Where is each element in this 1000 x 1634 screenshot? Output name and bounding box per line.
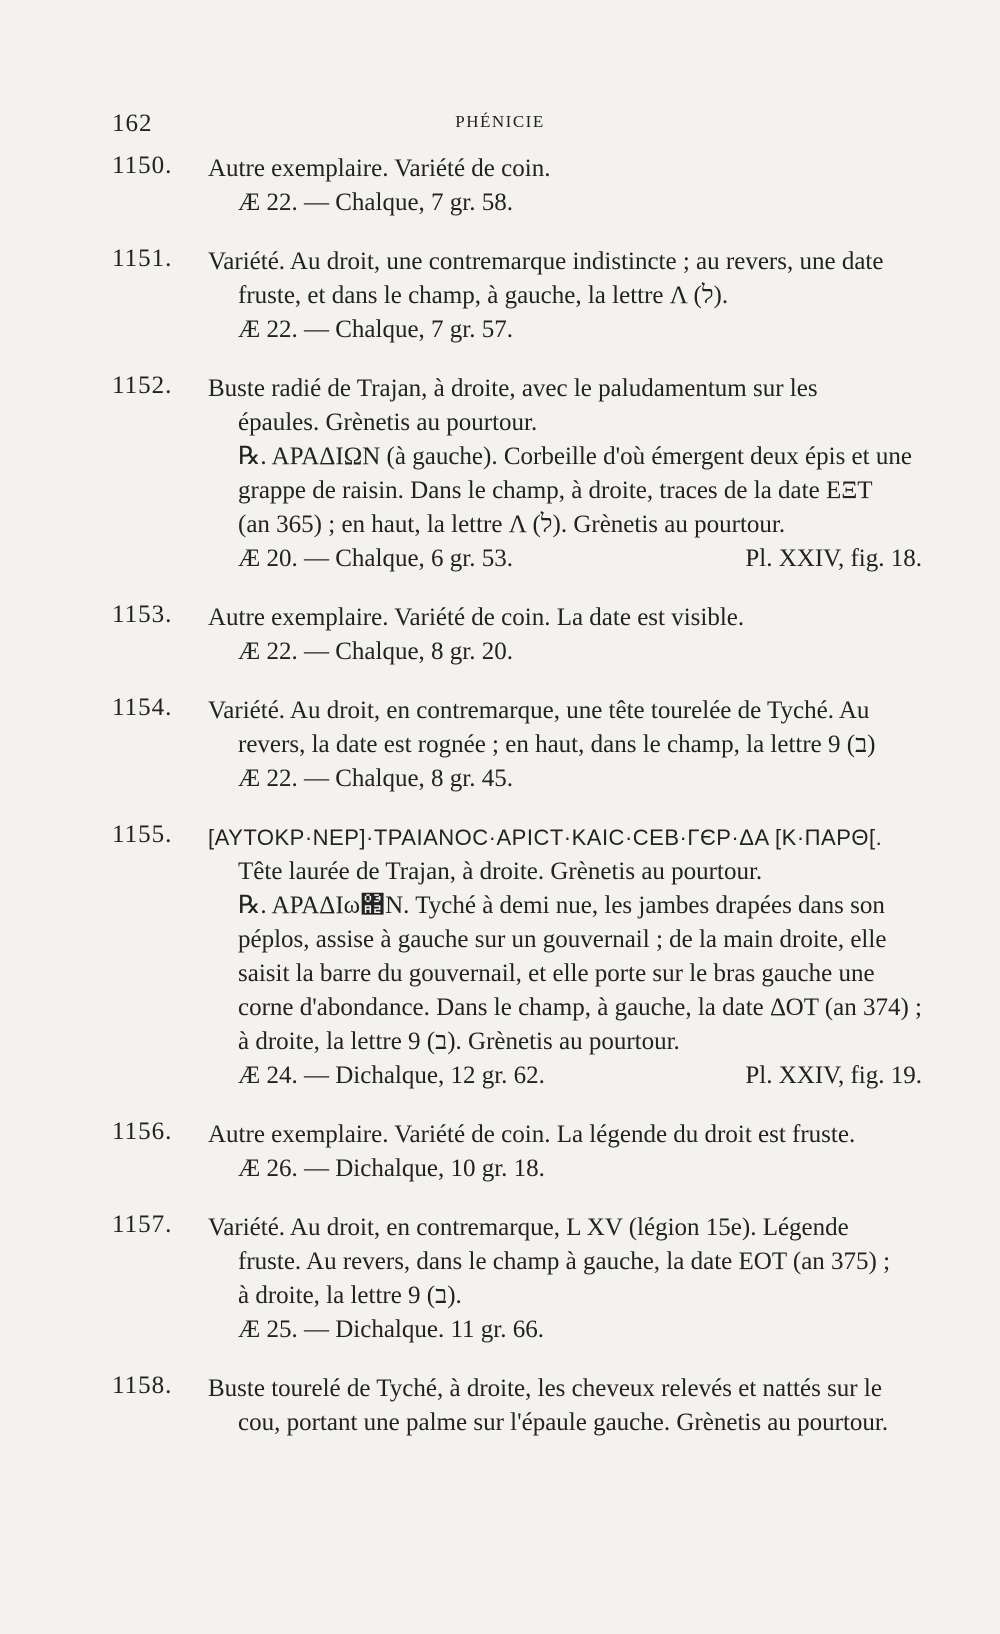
running-title: PHÉNICIE xyxy=(455,112,545,131)
entry-line: revers, la date est rognée ; en haut, dans le champ, la lettre 9 (ב) xyxy=(238,731,876,758)
entry-line: Autre exemplaire. Variété de coin. xyxy=(208,155,551,182)
entry-line: Buste tourelé de Tyché, à droite, les cheveux relevés et nattés sur le xyxy=(208,1375,882,1402)
entry-line: corne d'abondance. Dans le champ, à gauche, la date ΔΟΤ (an 374) ; xyxy=(238,994,922,1021)
entry-line: cou, portant une palme sur l'épaule gauche. Grènetis au pourtour. xyxy=(238,1409,889,1436)
entry-line: fruste. Au revers, dans le champ à gauche, la date ΕΟΤ (an 375) ; xyxy=(238,1248,891,1275)
plate-reference: Pl. XXIV, fig. 18. xyxy=(745,545,922,572)
entry-number: 1156. xyxy=(112,1118,173,1145)
catalogue-entry xyxy=(112,245,922,347)
entry-line: Æ 22. — Chalque, 8 gr. 20. xyxy=(238,638,513,665)
entry-number: 1153. xyxy=(112,601,173,628)
entry-line: Variété. Au droit, une contremarque indistincte ; au revers, une date xyxy=(208,248,884,275)
entry-number: 1158. xyxy=(112,1372,173,1399)
entry-reference-line xyxy=(208,542,922,576)
metal-weight: Æ 24. — Dichalque, 12 gr. 62. xyxy=(238,1062,545,1089)
entry-line: Æ 26. — Dichalque, 10 gr. 18. xyxy=(238,1155,545,1182)
entry-line: (an 365) ; en haut, la lettre Λ (ﬥ). Grènetis au pourtour. xyxy=(238,511,786,538)
catalogue-entry xyxy=(112,821,922,1093)
catalogue-entry xyxy=(112,372,922,576)
entry-line: grappe de raisin. Dans le champ, à droite, traces de la date ΕΞΤ xyxy=(238,477,873,504)
entry-number: 1157. xyxy=(112,1211,173,1238)
entry-line: Æ 22. — Chalque, 7 gr. 58. xyxy=(238,189,513,216)
entry-line: épaules. Grènetis au pourtour. xyxy=(238,409,538,436)
entry-number: 1150. xyxy=(112,152,173,179)
entry-line: Buste radié de Trajan, à droite, avec le paludamentum sur les xyxy=(208,375,818,402)
catalogue-entry xyxy=(112,1118,922,1186)
entry-line: Tête laurée de Trajan, à droite. Grènetis au pourtour. xyxy=(238,858,763,885)
entry-number: 1151. xyxy=(112,245,173,272)
entry-number: 1152. xyxy=(112,372,173,399)
entry-line: ℞. ΑΡΑΔΙΩΝ (à gauche). Corbeille d'où émergent deux épis et une xyxy=(238,443,912,470)
catalogue-entry xyxy=(112,1372,922,1440)
entry-line: saisit la barre du gouvernail, et elle porte sur le bras gauche une xyxy=(238,960,875,987)
entry-line: ℞. ΑΡΑΔΙω΢N. Tyché à demi nue, les jambes drapées dans son xyxy=(238,892,885,919)
catalogue-entry xyxy=(112,152,922,220)
catalogue-entries xyxy=(112,152,922,1465)
catalogue-entry xyxy=(112,1211,922,1347)
entry-line: fruste, et dans le champ, à gauche, la lettre Λ (ﬥ). xyxy=(238,282,729,309)
catalogue-entry xyxy=(112,601,922,669)
entry-line: Æ 22. — Chalque, 7 gr. 57. xyxy=(238,316,513,343)
entry-number: 1155. xyxy=(112,821,173,848)
entry-reference-line xyxy=(208,1059,922,1093)
greek-legend: [ΑΥΤΟΚΡ·ΝΕΡ]·ΤΡΑΙΑΝΟϹ·ΑΡΙϹΤ·ΚΑΙϹ·ϹΕΒ·ΓЄΡ·ΔΑ [Κ·ΠΑΡΘ[. xyxy=(208,825,883,850)
entry-line: Autre exemplaire. Variété de coin. La légende du droit est fruste. xyxy=(208,1121,856,1148)
entry-line: Æ 22. — Chalque, 8 gr. 45. xyxy=(238,765,513,792)
entry-line: Autre exemplaire. Variété de coin. La date est visible. xyxy=(208,604,745,631)
entry-line: Variété. Au droit, en contremarque, une tête tourelée de Tyché. Au xyxy=(208,697,870,724)
entry-line: Variété. Au droit, en contremarque, L XV (légion 15e). Légende xyxy=(208,1214,849,1241)
catalogue-entry xyxy=(112,694,922,796)
entry-line: à droite, la lettre 9 (ב). Grènetis au pourtour. xyxy=(238,1028,680,1055)
entry-line: Æ 25. — Dichalque. 11 gr. 66. xyxy=(238,1316,544,1343)
plate-reference: Pl. XXIV, fig. 19. xyxy=(745,1062,922,1089)
page-number: 162 xyxy=(112,110,153,137)
entry-line: péplos, assise à gauche sur un gouvernail ; de la main droite, elle xyxy=(238,926,887,953)
metal-weight: Æ 20. — Chalque, 6 gr. 53. xyxy=(238,545,513,572)
entry-line: à droite, la lettre 9 (ב). xyxy=(238,1282,462,1309)
entry-number: 1154. xyxy=(112,694,173,721)
